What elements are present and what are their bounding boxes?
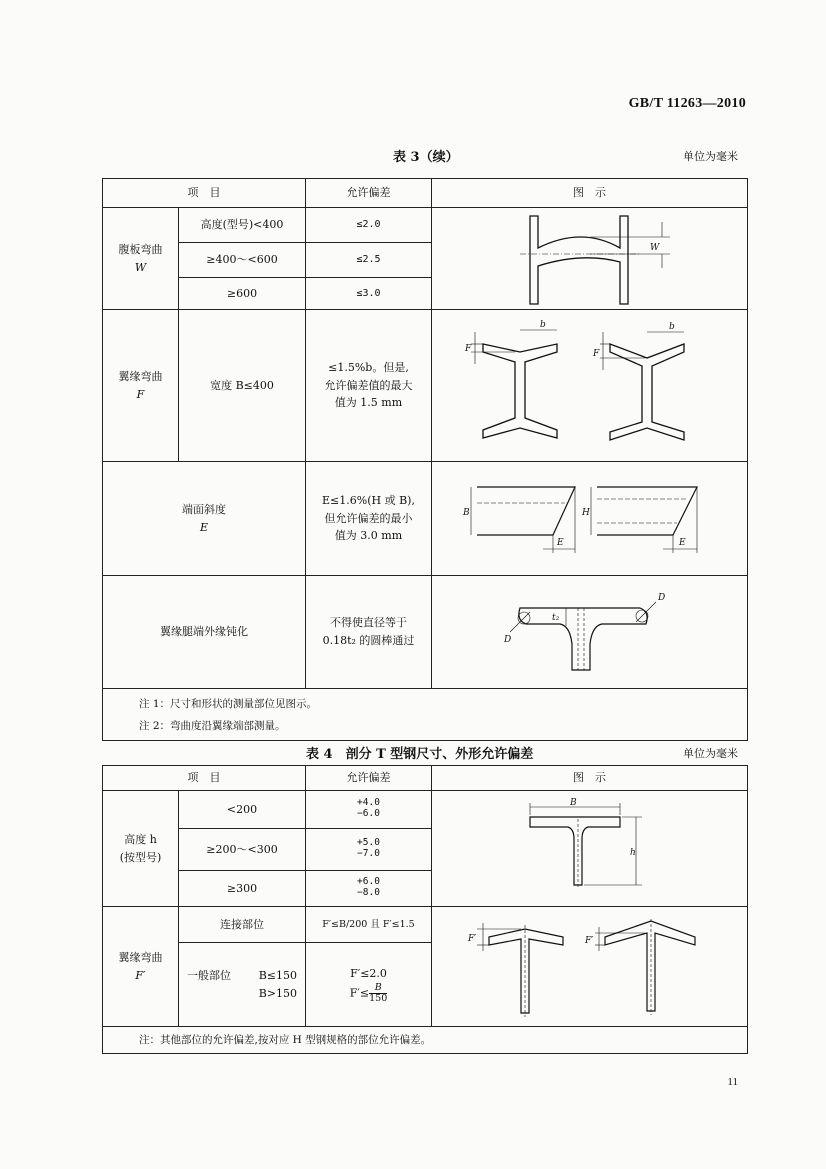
- web-bending-label-1: 腹板弯曲: [118, 242, 163, 256]
- blunt-fig-t: t₂: [551, 613, 559, 623]
- height-figure: [432, 791, 748, 907]
- table3-notes: [103, 689, 748, 741]
- web-fig-w-label: W: [649, 242, 659, 253]
- height-tol-3: [306, 871, 432, 907]
- web-bending-label: [103, 208, 179, 310]
- height-cond-1: <200: [179, 791, 306, 829]
- end-slope-tol: [306, 462, 432, 576]
- flange-fig-f-2: F: [592, 348, 599, 359]
- web-cond-1: 高度(型号)<400: [179, 208, 306, 243]
- table3-header-fig: 图 示: [432, 179, 748, 208]
- end-slope-diagram: [462, 479, 715, 559]
- t-flange-fig-f-2: F′: [584, 935, 593, 946]
- table3-header-item: 项 目: [103, 179, 306, 208]
- flange-bending-diagram: [465, 316, 715, 456]
- web-bending-figure: [432, 208, 748, 310]
- end-slope-tol-2: 但允许偏差的最小: [324, 511, 413, 525]
- t-flange-fig-f-1: F′: [467, 933, 476, 944]
- t-flange-diagram: [465, 911, 715, 1023]
- t-flange-conn-tol: F′≤B/200 且 F′≤1.5: [306, 907, 432, 943]
- height-tol-2: [306, 829, 432, 871]
- table4-header-tol: 允许偏差: [306, 766, 432, 791]
- height-tol-3-minus: −8.0: [357, 886, 380, 898]
- t-flange-gen-c2: B>150: [258, 986, 297, 1000]
- table3-unit: 单位为毫米: [683, 150, 738, 163]
- end-slope-figure: [432, 462, 748, 576]
- table4: [102, 765, 748, 1054]
- t-flange-frac-den: 150: [369, 992, 388, 1004]
- table3-caption: 表 3（续）: [393, 150, 459, 165]
- blunt-label: 翼缘腿端外缘钝化: [103, 576, 306, 689]
- web-cond-3: ≥600: [179, 278, 306, 310]
- blunt-figure: [432, 576, 748, 689]
- t-flange-conn-label: 连接部位: [179, 907, 306, 943]
- height-cond-3: ≥300: [179, 871, 306, 907]
- flange-bending-label-1: 翼缘弯曲: [118, 369, 163, 383]
- table4-caption: 表 4 剖分 T 型钢尺寸、外形允许偏差: [306, 747, 534, 762]
- height-tol-1-plus: +4.0: [357, 796, 380, 808]
- table3-note-2: 注 2：弯曲度沿翼缘端部测量。: [139, 719, 286, 732]
- t-flange-gen-label: 一般部位: [187, 968, 231, 982]
- table4-unit: 单位为毫米: [683, 747, 738, 760]
- table4-header-fig: 图 示: [432, 766, 748, 791]
- blunt-fig-d-2: D: [657, 593, 665, 603]
- height-fig-h: h: [629, 847, 636, 858]
- t-flange-gen-t2: [306, 983, 431, 1004]
- end-fig-h: H: [581, 507, 590, 518]
- height-cond-2: ≥200～<300: [179, 829, 306, 871]
- height-tol-1-minus: −6.0: [357, 807, 380, 819]
- table4-header-item: 项 目: [103, 766, 306, 791]
- end-slope-tol-3: 值为 3.0 mm: [334, 529, 403, 543]
- flange-fig-b-2: b: [668, 321, 675, 332]
- flange-bending-label: [103, 310, 179, 462]
- web-tol-1: ≤2.0: [306, 208, 432, 243]
- web-cond-2: ≥400～<600: [179, 243, 306, 278]
- end-slope-label: [103, 462, 306, 576]
- t-flange-gen-t2-pre: F′≤: [349, 986, 370, 1000]
- blunt-fig-d-1: D: [503, 635, 511, 645]
- end-slope-tol-1: E≤1.6%(H 或 B),: [322, 494, 415, 508]
- table4-note: 注：其他部位的允许偏差,按对应 H 型钢规格的部位允许偏差。: [103, 1027, 748, 1054]
- t-flange-label: [103, 907, 179, 1027]
- t-flange-gen-t1: F′≤2.0: [350, 967, 387, 981]
- table3-header-tol: 允许偏差: [306, 179, 432, 208]
- flange-tol-1: ≤1.5%b。但是,: [328, 361, 409, 375]
- t-flange-general: [179, 943, 306, 1027]
- height-tol-2-plus: +5.0: [357, 836, 380, 848]
- height-label-1: 高度 h: [124, 832, 157, 846]
- flange-tol-2: 允许偏差值的最大: [324, 378, 413, 392]
- t-flange-fraction: [369, 983, 387, 1004]
- flange-cond: 宽度 B≤400: [179, 310, 306, 462]
- web-bending-diagram: [490, 210, 690, 308]
- flange-fig-b-1: b: [539, 319, 546, 330]
- t-flange-figure: [432, 907, 748, 1027]
- table3: [102, 178, 748, 741]
- t-flange-gen-c1: B≤150: [258, 968, 297, 982]
- blunt-tol-2: 0.18t₂ 的圆棒通过: [322, 634, 415, 647]
- height-tol-2-minus: −7.0: [357, 847, 380, 859]
- flange-fig-f-1: F: [464, 343, 471, 354]
- blunt-tol-1: 不得使直径等于: [330, 616, 407, 630]
- end-fig-b: B: [462, 507, 470, 518]
- web-tol-2: ≤2.5: [306, 243, 432, 278]
- height-tol-1: [306, 791, 432, 829]
- web-bending-label-2: W: [134, 260, 147, 274]
- height-label-2: (按型号): [119, 850, 162, 864]
- end-fig-e-2: E: [678, 537, 686, 548]
- t-flange-frac-num: B: [374, 981, 382, 993]
- flange-tol-3: 值为 1.5 mm: [334, 396, 403, 410]
- end-slope-label-1: 端面斜度: [182, 502, 226, 516]
- end-fig-e-1: E: [556, 537, 564, 548]
- t-flange-label-1: 翼缘弯曲: [118, 950, 163, 964]
- flange-bending-figure: [432, 310, 748, 462]
- standard-number: GB/T 11263—2010: [628, 96, 746, 111]
- web-tol-3: ≤3.0: [306, 278, 432, 310]
- height-diagram: [510, 799, 670, 899]
- t-flange-gen-tol: [306, 943, 432, 1027]
- height-fig-b: B: [569, 797, 577, 808]
- flange-bending-label-2: F: [136, 387, 145, 401]
- height-tol-3-plus: +6.0: [357, 875, 380, 887]
- blunt-diagram: [500, 586, 680, 678]
- blunt-tol: [306, 576, 432, 689]
- table3-note-1: 注 1：尺寸和形状的测量部位见图示。: [139, 697, 318, 710]
- t-flange-label-2: F′: [135, 968, 146, 982]
- page-number: 11: [727, 1076, 738, 1088]
- flange-tol: [306, 310, 432, 462]
- end-slope-label-2: E: [199, 520, 209, 534]
- height-label: [103, 791, 179, 907]
